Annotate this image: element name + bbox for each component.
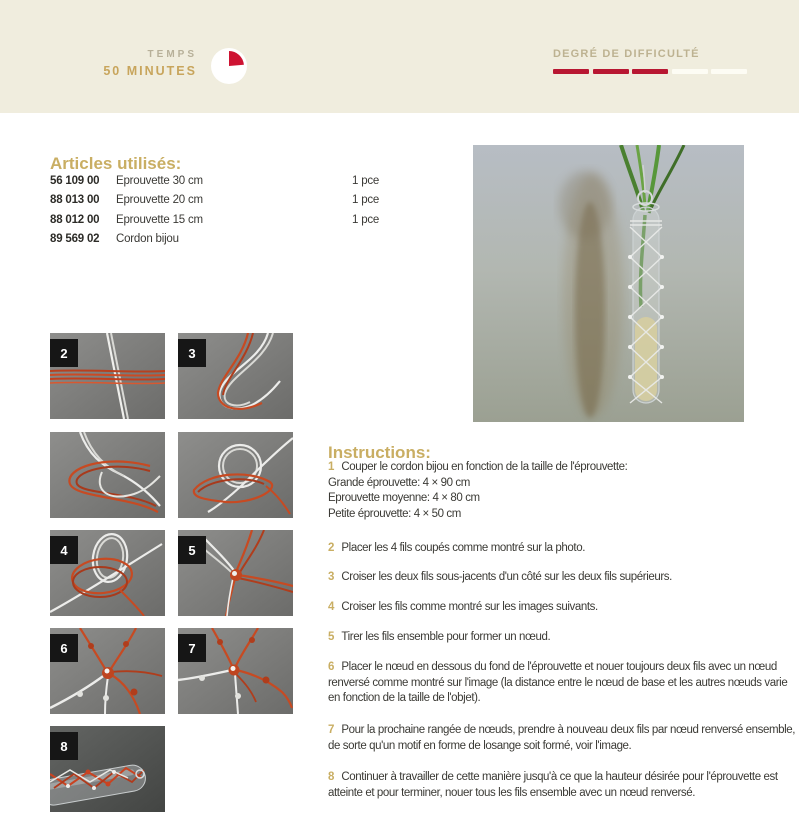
instruction-step xyxy=(328,541,796,557)
step-text: Couper le cordon bijou en fonction de la taille de l'éprouvette: xyxy=(341,461,628,473)
instruction-step xyxy=(328,600,796,616)
article-code: 88 012 00 xyxy=(50,213,100,226)
hero-photo xyxy=(473,145,744,422)
step-number: 7 xyxy=(328,724,335,736)
time-value: 50 MINUTES xyxy=(103,64,197,78)
articles-heading: Articles utilisés: xyxy=(50,154,182,174)
difficulty-bar xyxy=(553,69,589,74)
article-code: 89 569 02 xyxy=(50,233,100,246)
article-qty: 1 pce xyxy=(352,175,380,187)
step-badge: 6 xyxy=(50,634,78,662)
step-number: 8 xyxy=(328,771,335,783)
article-name: Eprouvette 30 cm xyxy=(116,175,203,187)
articles-table xyxy=(50,175,390,253)
step-photo xyxy=(50,333,165,419)
article-code: 56 109 00 xyxy=(50,175,100,187)
instructions-heading: Instructions: xyxy=(328,443,431,463)
article-row xyxy=(50,214,390,233)
step-badge: 8 xyxy=(50,732,78,760)
step-photo xyxy=(50,628,165,714)
step-badge: 2 xyxy=(50,339,78,367)
step-text: Croiser les deux fils sous-jacents d'un côté sur les deux fils supérieurs. xyxy=(341,571,672,583)
step-photo xyxy=(178,333,293,419)
step-number: 5 xyxy=(328,631,335,643)
step-number: 3 xyxy=(328,571,335,583)
step-photo xyxy=(50,432,165,518)
difficulty-label: DEGRÉ DE DIFFICULTÉ xyxy=(553,48,700,60)
step-text-line: Eprouvette moyenne: 4 × 80 cm xyxy=(328,492,480,504)
instruction-step xyxy=(328,770,796,801)
step-photo xyxy=(178,628,293,714)
difficulty-bar xyxy=(672,69,708,74)
article-qty: 1 pce xyxy=(352,194,380,207)
time-block xyxy=(103,49,197,78)
timer-pie-icon xyxy=(211,48,247,84)
instruction-step xyxy=(328,723,796,754)
article-name: Eprouvette 20 cm xyxy=(116,194,203,207)
step-text: Croiser les fils comme montré sur les images suivants. xyxy=(341,601,598,613)
article-qty: 1 pce xyxy=(352,213,380,226)
step-text-line: Grande éprouvette: 4 × 90 cm xyxy=(328,476,470,489)
step-badge: 5 xyxy=(178,536,206,564)
step-badge: 3 xyxy=(178,339,206,367)
article-name: Cordon bijou xyxy=(116,233,179,246)
article-qty xyxy=(352,233,390,252)
article-code: 88 013 00 xyxy=(50,194,100,207)
step-text-line: Petite éprouvette: 4 × 50 cm xyxy=(328,507,461,520)
step-badge: 7 xyxy=(178,634,206,662)
step-text: Tirer les fils ensemble pour former un nœud. xyxy=(341,631,551,643)
article-row xyxy=(50,175,390,194)
difficulty-bar xyxy=(593,69,629,74)
article-row xyxy=(50,194,390,213)
step-text: Placer les 4 fils coupés comme montré sur la photo. xyxy=(341,542,585,554)
article-row xyxy=(50,233,390,252)
step-number: 6 xyxy=(328,661,335,673)
step-number: 2 xyxy=(328,542,335,554)
step-photo xyxy=(50,530,165,616)
difficulty-block xyxy=(553,48,753,74)
step-photo xyxy=(50,726,165,812)
step-number: 4 xyxy=(328,601,335,613)
step-photo xyxy=(178,432,293,518)
header-band xyxy=(0,0,799,113)
difficulty-bar xyxy=(632,69,668,74)
step-text: Placer le nœud en dessous du fond de l'éprouvette et nouer toujours deux fils avec un nœud renversé comme montré sur l'image (la distance entre le nœud de base et les autres nœuds varie en fonction de la taille de l'objet). xyxy=(328,661,788,704)
step-number: 1 xyxy=(328,461,335,473)
difficulty-bar xyxy=(711,69,747,74)
step-text: Continuer à travailler de cette manière jusqu'à ce que la hauteur désirée pour l'éprouvette est atteinte et pour terminer, nouer tous les fils ensemble avec un nœud renversé. xyxy=(328,771,778,799)
time-label: TEMPS xyxy=(147,49,197,60)
article-name: Eprouvette 15 cm xyxy=(116,213,203,226)
instruction-step xyxy=(328,660,796,707)
step-text: Pour la prochaine rangée de nœuds, prendre à nouveau deux fils par nœud renversé ensemble, de sorte qu'un motif en forme de losange soit formé, voir l'image. xyxy=(328,724,796,752)
instruction-step xyxy=(328,460,796,522)
step-photo xyxy=(178,530,293,616)
instruction-step xyxy=(328,570,796,586)
instruction-step xyxy=(328,630,796,646)
step-badge: 4 xyxy=(50,536,78,564)
difficulty-bars xyxy=(553,69,753,74)
